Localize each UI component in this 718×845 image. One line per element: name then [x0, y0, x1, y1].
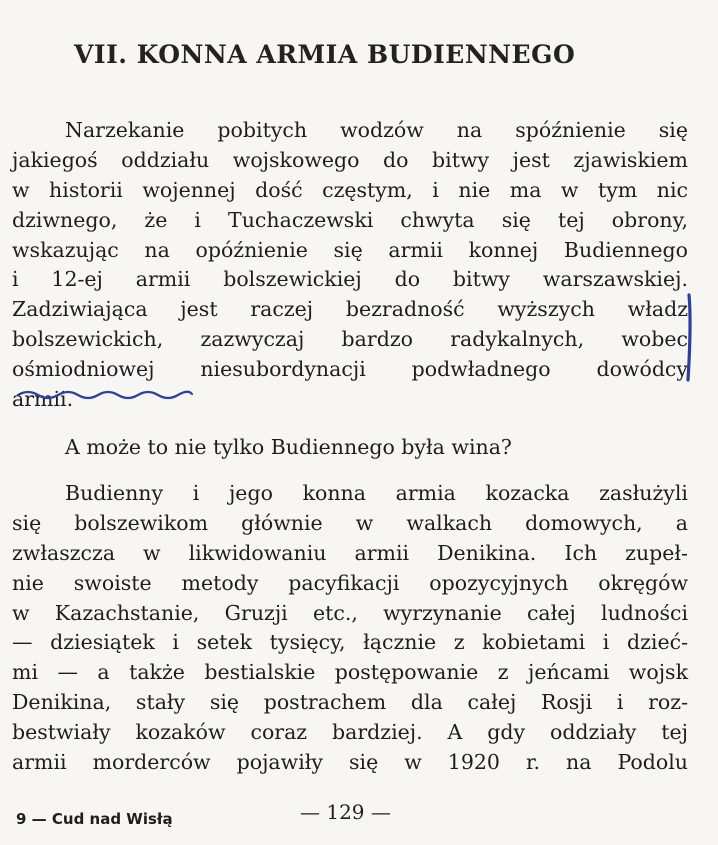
- paragraph-1: [12, 116, 688, 415]
- paragraph-line: mi — a także bestialskie postępowanie z jeńcami wojsk: [12, 660, 688, 685]
- paragraph-line: armii.: [12, 387, 74, 412]
- paragraph-line: — dziesiątek i setek tysięcy, łącznie z kobietami i dzieć-: [12, 630, 688, 655]
- paragraph-line: się bolszewikom głównie w walkach domowych, a: [12, 510, 688, 535]
- paragraph-line: bolszewickich, zazwyczaj bardzo radykalnych, wobec: [12, 327, 688, 352]
- paragraph-line: Budienny i jego konna armia kozacka zasłużyli: [65, 481, 688, 505]
- pen-underline-mark: [16, 387, 196, 403]
- paragraph-line: jakiegoś oddziału wojskowego do bitwy jest zjawiskiem: [12, 147, 688, 172]
- paragraph-line: ośmiodniowej niesubordynacji podwładnego dowódcy: [12, 357, 688, 382]
- paragraph-line: bestwiały kozaków coraz bardziej. A gdy oddziały tej: [12, 720, 688, 745]
- paragraph-line: w Kazachstanie, Gruzji etc., wyrzynanie całej ludności: [12, 600, 688, 625]
- paragraph-line: Zadziwiająca jest raczej bezradność wyższych władz: [12, 297, 688, 322]
- paragraph-line: Narzekanie pobitych wodzów na spóźnienie się: [65, 118, 688, 142]
- page-number: — 129 —: [300, 800, 391, 824]
- signature-mark: 9 — Cud nad Wisłą: [16, 810, 173, 828]
- paragraph-line: armii morderców pojawiły się w 1920 r. na Podolu: [12, 750, 688, 775]
- paragraph-line: dziwnego, że i Tuchaczewski chwyta się tej obrony,: [12, 207, 688, 232]
- paragraph-line: wskazując na opóźnienie się armii konnej Budiennego: [12, 237, 688, 262]
- paragraph-line: A może to nie tylko Budiennego była wina?: [65, 435, 512, 459]
- paragraph-line: nie swoiste metody pacyfikacji opozycyjnych okręgów: [12, 570, 688, 595]
- paragraph-3: [12, 479, 688, 778]
- paragraph-2: [12, 433, 688, 463]
- paragraph-line: zwłaszcza w likwidowaniu armii Denikina. Ich zupeł-: [12, 540, 688, 565]
- paragraph-line: w historii wojennej dość częstym, i nie ma w tym nic: [12, 177, 688, 202]
- chapter-heading: VII. KONNA ARMIA BUDIENNEGO: [74, 40, 576, 69]
- paragraph-line: Denikina, stały się postrachem dla całej Rosji i roz-: [12, 690, 688, 715]
- pen-margin-bar-mark: [680, 292, 698, 384]
- paragraph-line: i 12-ej armii bolszewickiej do bitwy warszawskiej.: [12, 267, 688, 292]
